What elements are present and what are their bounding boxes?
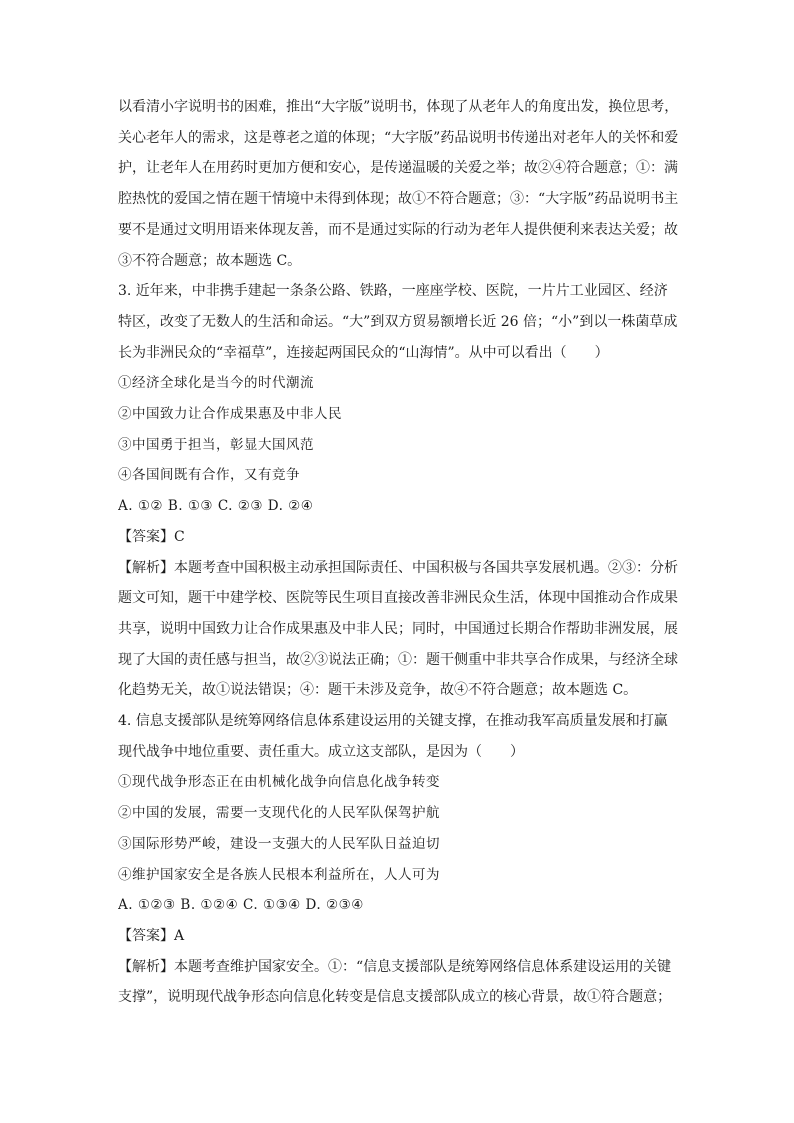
option-line: ②中国致力让合作成果惠及中非人民 — [118, 406, 342, 423]
analysis-line: 【解析】本题考查维护国家安全。①：“信息支援部队是统筹网络信息体系建设运用的关键 — [118, 958, 672, 975]
text-line: 现了大国的责任感与担当，故②③说法正确；①：题干侧重中非共享合作成果，与经济全球 — [118, 651, 678, 668]
text-line: 化趋势无关，故①说法错误；④：题干未涉及竞争，故④不符合题意；故本题选 C。 — [118, 682, 638, 699]
text-line: 腔热忱的爱国之情在题干情境中未得到体现；故①不符合题意；③：“大字版”药品说明书主 — [118, 191, 678, 208]
text-line: 现代战争中地位重要、责任重大。成立这支部队，是因为（ ） — [118, 743, 524, 760]
text-line: 特区，改变了无数人的生活和命运。“大”到双方贸易额增长近 26 倍；“小”到以一株菌草成 — [118, 313, 678, 330]
option-line: A. ①②③ B. ①②④ C. ①③④ D. ②③④ — [118, 897, 364, 914]
option-line: ④维护国家安全是各族人民根本利益所在，人人可为 — [118, 866, 440, 883]
option-line: ③中国勇于担当，彰显大国风范 — [118, 436, 314, 453]
text-line: 护，让老年人在用药时更加方便和安心，是传递温暖的关爱之举；故②④符合题意；①：满 — [118, 160, 678, 177]
text-line: 长为非洲民众的“幸福草”，连接起两国民众的“山海情”。从中可以看出（ ） — [118, 344, 609, 361]
text-line: 4. 信息支援部队是统筹网络信息体系建设运用的关键支撑，在推动我军高质量发展和打赢 — [118, 713, 668, 730]
option-line: ①经济全球化是当今的时代潮流 — [118, 375, 314, 392]
option-line: ①现代战争形态正在由机械化战争向信息化战争转变 — [118, 774, 440, 791]
answer-line: 【答案】C — [118, 528, 185, 545]
text-line: 3. 近年来，中非携手建起一条条公路、铁路，一座座学校、医院，一片片工业园区、经济 — [118, 283, 668, 300]
document-body — [118, 92, 678, 1013]
option-line: ②中国的发展，需要一支现代化的人民军队保驾护航 — [118, 805, 440, 822]
text-line: 题文可知，题干中建学校、医院等民生项目直接改善非洲民众生活，体现中国推动合作成果 — [118, 590, 678, 607]
option-line: ③国际形势严峻，建设一支强大的人民军队日益迫切 — [118, 835, 440, 852]
analysis-line: 【解析】本题考查中国积极主动承担国际责任、中国积极与各国共享发展机遇。②③：分析 — [118, 559, 678, 576]
text-line: 共享，说明中国致力让合作成果惠及中非人民；同时，中国通过长期合作帮助非洲发展，展 — [118, 620, 678, 637]
text-line: 要不是通过文明用语来体现友善，而不是通过实际的行动为老年人提供便利来表达关爱；故 — [118, 221, 678, 238]
text-line: 关心老年人的需求，这是尊老之道的体现；“大字版”药品说明书传递出对老年人的关怀和爱 — [118, 129, 678, 146]
text-line: 以看清小字说明书的困难，推出“大字版”说明书，体现了从老年人的角度出发，换位思考， — [118, 99, 678, 115]
text-line: ③不符合题意；故本题选 C。 — [118, 252, 302, 269]
answer-line: 【答案】A — [118, 927, 185, 944]
option-line: A. ①② B. ①③ C. ②③ D. ②④ — [118, 498, 314, 515]
option-line: ④各国间既有合作，又有竞争 — [118, 467, 300, 484]
text-line: 支撑”，说明现代战争形态向信息化转变是信息支援部队成立的核心背景，故①符合题意； — [118, 989, 672, 1006]
